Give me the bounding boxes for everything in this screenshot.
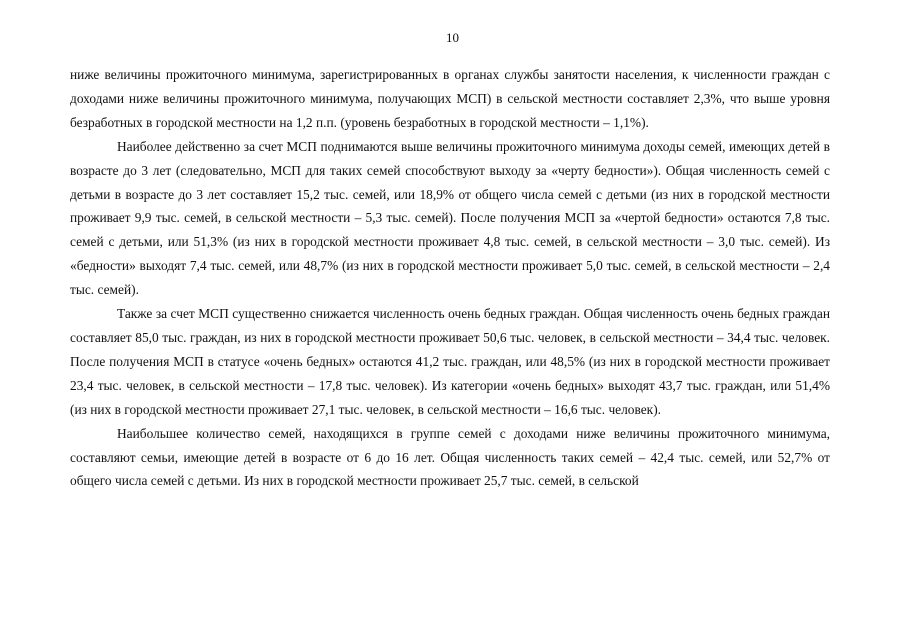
paragraph-children-under-3: Наиболее действенно за счет МСП поднимаются выше величины прожиточного минимума доходы семей, имеющих детей в возрасте до 3 лет (следовательно, МСП для таких семей способствуют выходу за «черту бедности»). Общая численность семей с детьми в возрасте до 3 лет составляет 15,2 тыс. семей, или 18,9% от общего числа семей с детьми (из них в городской местности проживает 9,9 тыс. семей, в сельской местности – 5,3 тыс. семей). После получения МСП за «чертой бедности» остаются 7,8 тыс. семей с детьми, или 51,3% (из них в городской местности проживает 4,8 тыс. семей, в сельской местности – 3,0 тыс. семей). Из «бедности» выходят 7,4 тыс. семей, или 48,7% (из них в городской местности проживает 5,0 тыс. семей, в сельской местности – 2,4 тыс. семей).	[70, 138, 830, 298]
document-body	[70, 63, 830, 493]
page-number: 10	[446, 30, 459, 45]
paragraph-very-poor-citizens: Также за счет МСП существенно снижается численность очень бедных граждан. Общая численность очень бедных граждан составляет 85,0 тыс. граждан, из них в городской местности проживает 50,6 тыс. человек, в сельской местности – 34,4 тыс. человек. После получения МСП в статусе «очень бедных» остаются 41,2 тыс. граждан, или 48,5% (из них в городской местности проживает 23,4 тыс. человек, в сельской местности – 17,8 тыс. человек). Из категории «очень бедных» выходят 43,7 тыс. граждан, или 51,4% (из них в городской местности проживает 27,1 тыс. человек, в сельской местности – 16,6 тыс. человек).	[70, 306, 830, 417]
paragraph-children-6-to-16: Наибольшее количество семей, находящихся в группе семей с доходами ниже величины прожиточного минимума, составляют семьи, имеющие детей в возрасте от 6 до 16 лет. Общая численность таких семей – 42,4 тыс. семей, или 52,7% от общего числа семей с детьми. Из них в городской местности проживает 25,7 тыс. семей, в сельской	[70, 425, 830, 489]
paragraph-continued: ниже величины прожиточного минимума, зарегистрированных в органах службы занятости населения, к численности граждан с доходами ниже величины прожиточного минимума, получающих МСП) в сельской местности составляет 2,3%, что выше уровня безработных в городской местности на 1,2 п.п. (уровень безработных в городской местности – 1,1%).	[70, 67, 830, 130]
